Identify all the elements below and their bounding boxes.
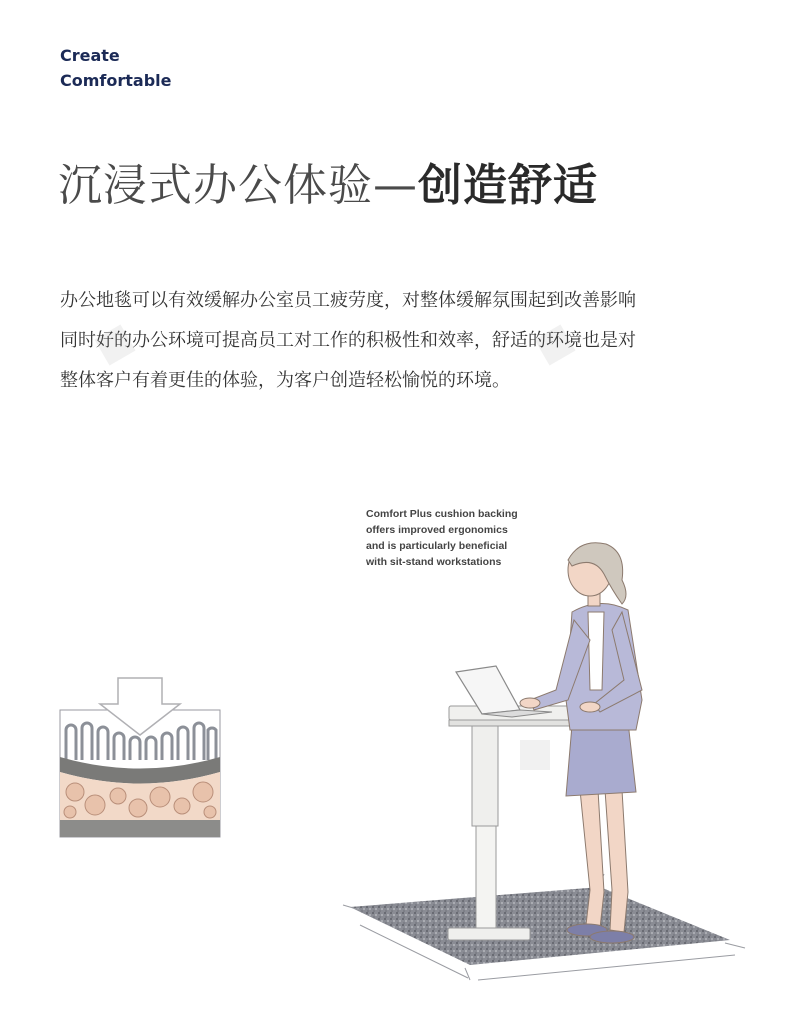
title-light-part: 沉浸式办公体验— xyxy=(58,160,418,211)
caption-line-1: Comfort Plus cushion backing xyxy=(366,508,518,520)
brand-line-2: Comfortable xyxy=(60,71,172,90)
carpet-tile xyxy=(343,874,745,980)
body-line-2: 同时好的办公环境可提高员工对工作的积极性和效率，舒适的环境也是对 xyxy=(60,330,636,351)
caption-line-3: and is particularly beneficial xyxy=(366,540,508,552)
body-line-1: 办公地毯可以有效缓解办公室员工疲劳度，对整体缓解氛围起到改善影响 xyxy=(60,290,636,311)
title-bold-part: 创造舒适 xyxy=(418,160,598,211)
body-line-3: 整体客户有着更佳的体验，为客户创造轻松愉悦的环境。 xyxy=(60,370,510,391)
caption-line-4: with sit-stand workstations xyxy=(366,556,502,568)
caption-line-2: offers improved ergonomics xyxy=(366,524,508,536)
brand-line-1: Create xyxy=(60,46,120,65)
cushion-cross-section xyxy=(60,678,220,837)
